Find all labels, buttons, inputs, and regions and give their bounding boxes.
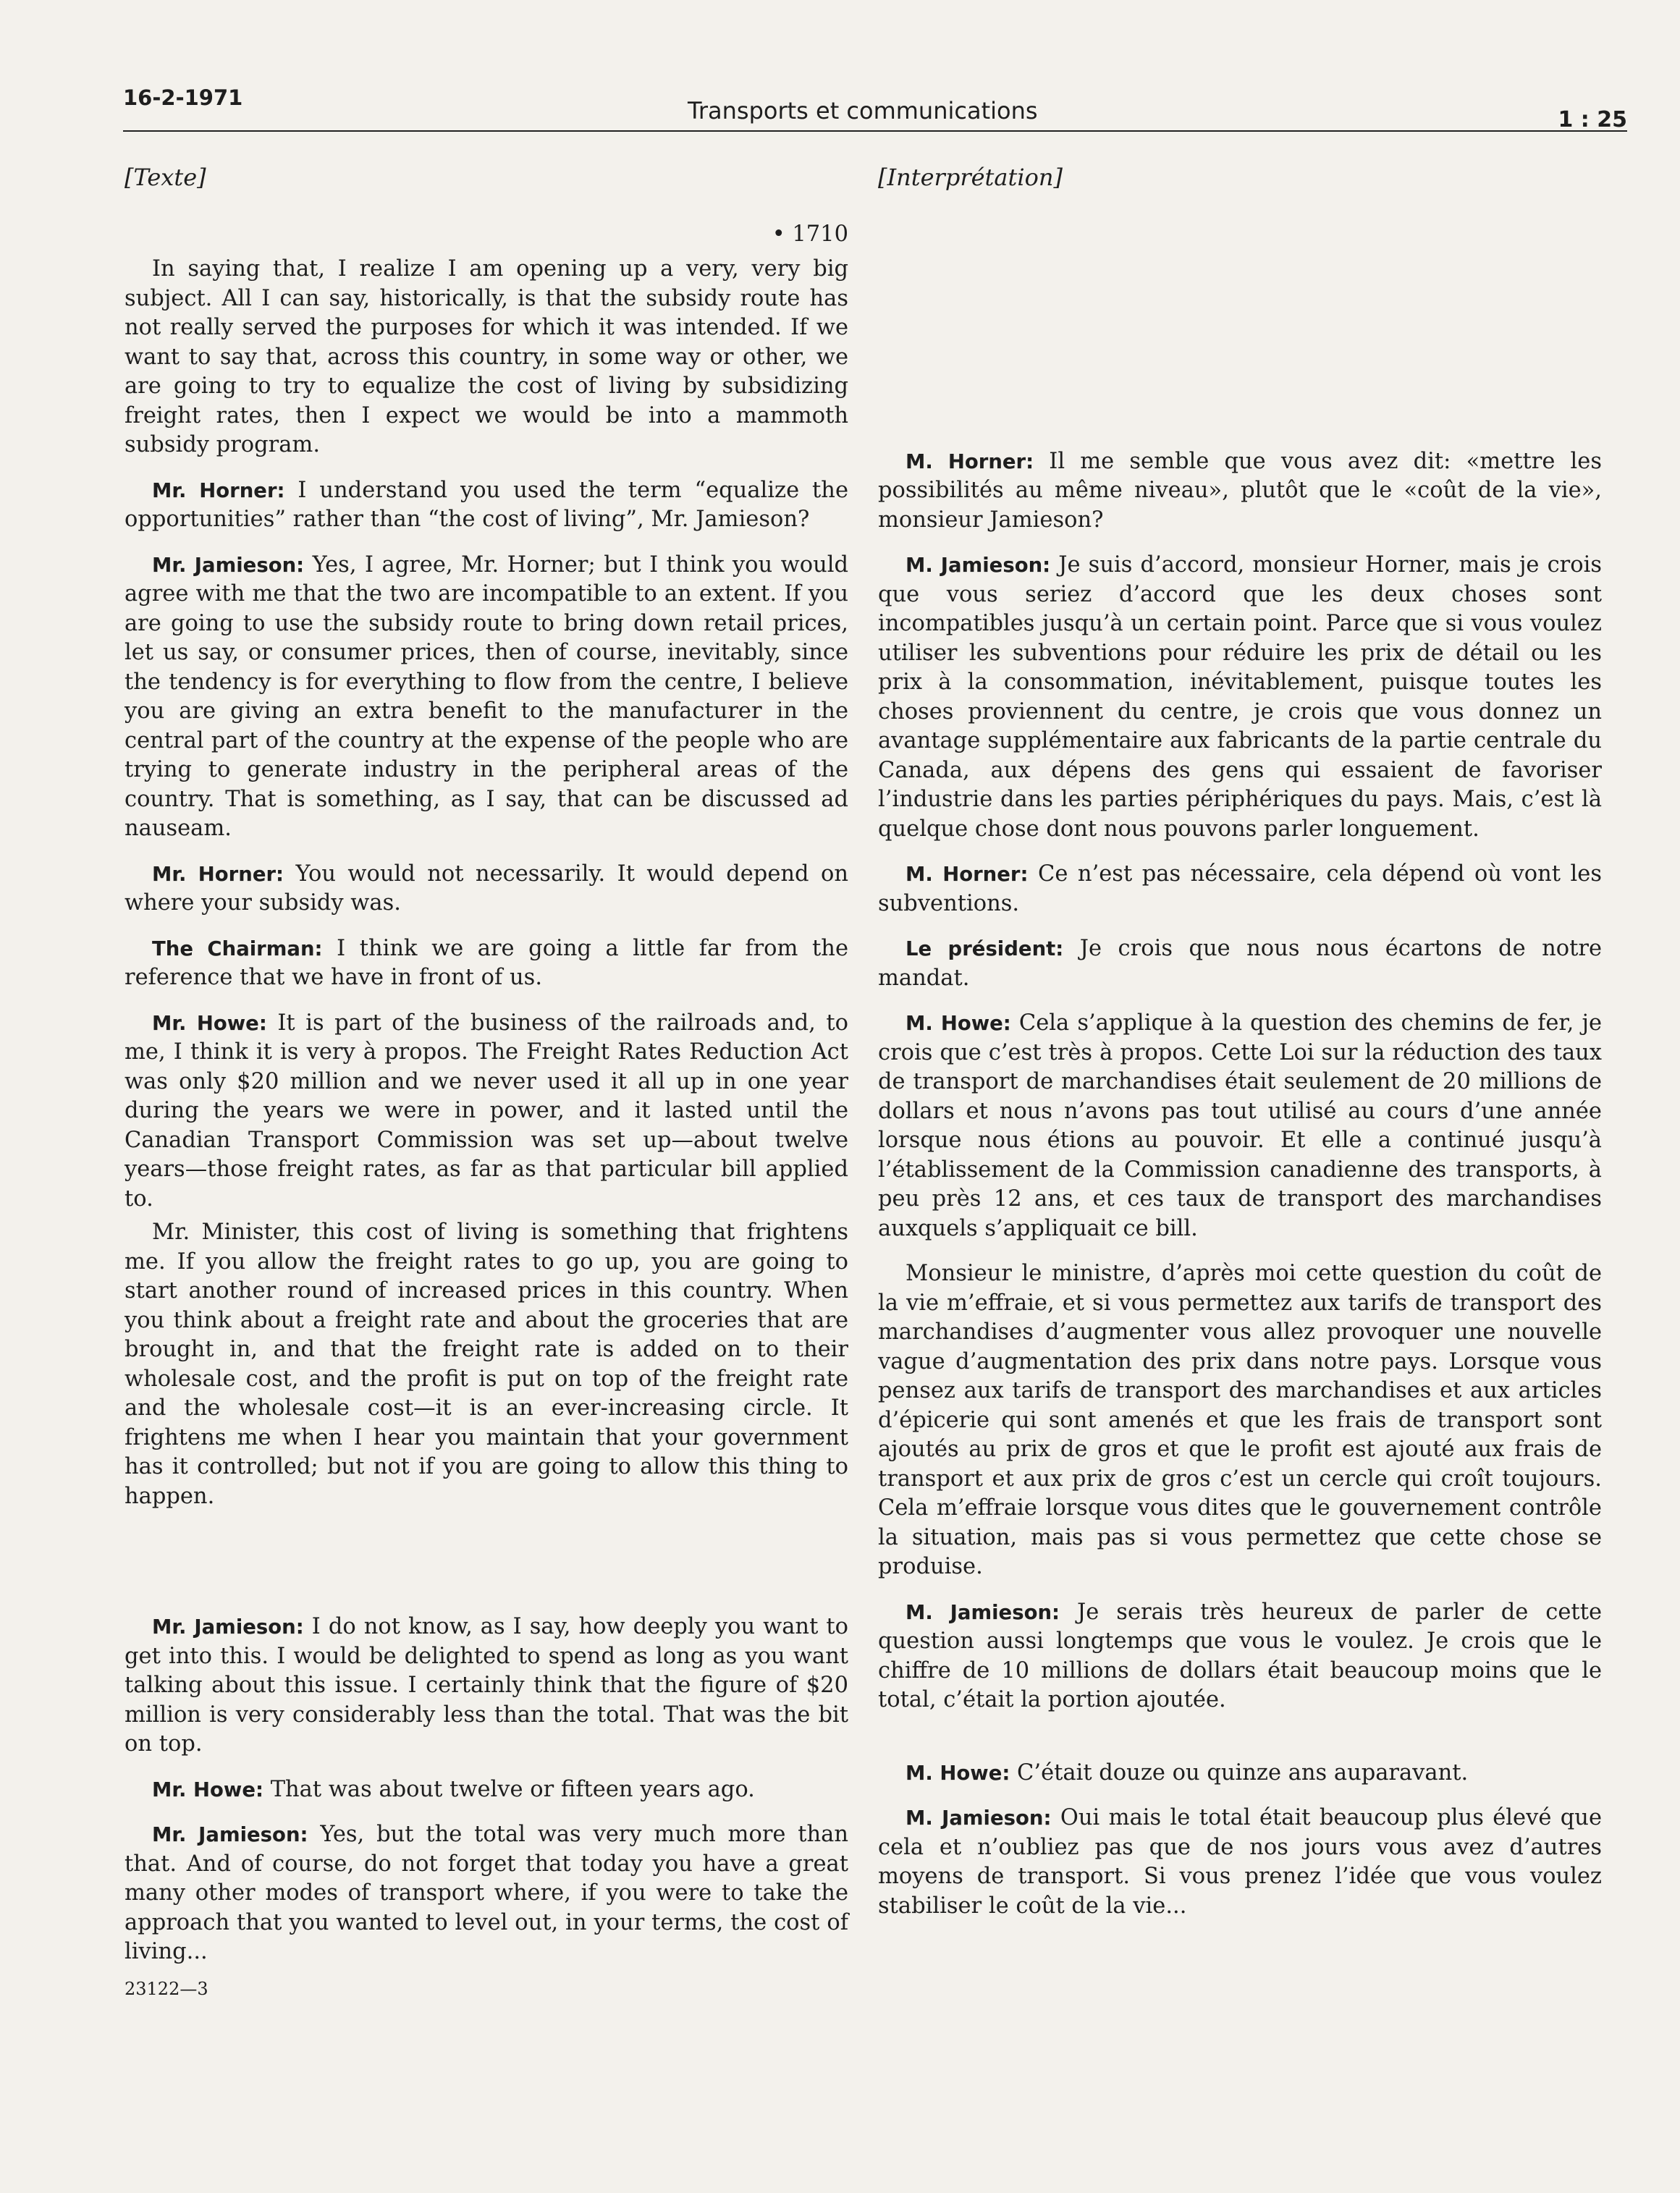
paragraph-text: Ce n’est pas nécessaire, cela dépend où vont les subventions. [878, 861, 1602, 916]
paragraph-text: Oui mais le total était beaucoup plus élevé que cela et n’oubliez pas que de nos jours vous avez d’autres moyens de transport. Si vous prenez l’idée que vous voulez stabiliser le coût de la vie... [878, 1805, 1602, 1919]
column-label-interpretation: [Interprétation] [878, 164, 1063, 191]
speaker-name: Mr. Jamieson: [152, 1823, 308, 1846]
paragraph [124, 1009, 848, 1214]
speaker-name: M. Horner: [906, 863, 1029, 886]
speaker-name: Le président: [906, 937, 1064, 960]
paragraph-text: Je crois que nous nous écartons de notre mandat. [878, 936, 1602, 991]
speaker-name: M. Jamieson: [906, 1807, 1052, 1830]
speaker-name: M. Jamieson: [906, 1600, 1060, 1624]
speaker-name: M. Howe: [906, 1012, 1011, 1035]
paragraph [878, 551, 1602, 844]
page-header [123, 78, 1627, 135]
speaker-name: The Chairman: [152, 937, 323, 960]
paragraph-text: I understand you used the term “equalize the opportunities” rather than “the cost of living”, Mr. Jamieson? [124, 477, 848, 532]
paragraph-text: Cela s’applique à la question des chemins de fer, je crois que c’est très à propos. Cette Loi sur la réduction des taux de transport de marchandises était seulement de 20 millions de dollars et nous n’avons pas tout utilisé au cours d’une année lorsque nous étions au pouvoir. Et elle a continué jusqu’à l’établissement de la Commission canadienne des transports, à peu près 12 ans, et ces taux de transport des marchandises auxquels s’appliquait ce bill. [878, 1010, 1602, 1241]
paragraph-text: I do not know, as I say, how deeply you want to get into this. I would be delighted to spend as long as you want talking about this issue. I certainly think that the figure of $20 million is very considerably less than the total. That was the bit on top. [124, 1614, 848, 1757]
paragraph [878, 1259, 1602, 1582]
paragraph-text: In saying that, I realize I am opening up a very, very big subject. All I can say, historically, is that the subsidy route has not really served the purposes for which it was intended. If we want to say that, across this country, in some way or other, we are going to try to equalize the cost of living by subsidizing freight rates, then I expect we would be into a mammoth subsidy program. [124, 256, 848, 457]
speaker-name: Mr. Horner: [152, 478, 285, 502]
paragraph-text: You would not necessarily. It would depend on where your subsidy was. [124, 861, 848, 916]
speaker-name: Mr. Jamieson: [152, 553, 305, 577]
paragraph-text: I think we are going a little far from the reference that we have in front of us. [124, 935, 848, 990]
header-rule [123, 130, 1627, 132]
speaker-name: Mr. Howe: [152, 1011, 267, 1035]
paragraph-text: Je suis d’accord, monsieur Horner, mais je crois que vous seriez d’accord que les deux choses sont incompatibles jusqu’à un certain point. Parce que si vous voulez utiliser les subventions pour réduire les prix de détail ou les prix à la consommation, inévitablement, puisque toutes les choses proviennent du centre, je crois que vous donnez un avantage supplémentaire aux fabricants de la partie centrale du Canada, aux dépens des gens qui essaient de favoriser l’industrie dans les parties périphériques du pays. Mais, c’est là quelque chose dont nous pouvons parler longuement. [878, 552, 1603, 842]
speaker-name: M. Horner: [906, 449, 1034, 473]
speaker-name: M. Jamieson: [906, 554, 1051, 577]
speaker-name: Mr. Horner: [152, 862, 284, 886]
paragraph [878, 860, 1602, 918]
paragraph-text: Yes, but the total was very much more than that. And of course, do not forget that today you have a great many other modes of transport where, if you were to take the approach that you wanted to level out, in your terms, the cost of living... [124, 1822, 849, 1964]
paragraph [878, 1759, 1602, 1788]
paragraph-text: Il me semble que vous avez dit: «mettre les possibilités au même niveau», plutôt que le «coût de la vie», monsieur Jamieson? [878, 448, 1602, 533]
paragraph [878, 1804, 1602, 1921]
french-column [878, 163, 1602, 1937]
paragraph [124, 1613, 848, 1759]
paragraph [878, 1598, 1602, 1715]
header-page-number: 1 : 25 [1558, 107, 1627, 132]
paragraph [124, 1218, 848, 1511]
paragraph [124, 934, 848, 993]
footer-code: 23122—3 [124, 1978, 208, 1999]
english-column [124, 163, 848, 2003]
paragraph [124, 551, 848, 844]
paragraph [878, 447, 1602, 536]
paragraph-text: Yes, I agree, Mr. Horner; but I think you would agree with me that the two are incompatible to an extent. If you are going to use the subsidy route to bring down retail prices, let us say, or consumer prices, then of course, inevitably, since the tendency is for everything to flow from the centre, I believe you are giving an extra benefit to the manufacturer in the central part of the country at the expense of the people who are trying to generate industry in the peripheral areas of the country. That is something, as I say, that can be discussed ad nauseam. [124, 552, 848, 841]
header-title: Transports et communications [688, 97, 1038, 124]
paragraph [124, 1820, 848, 1967]
speaker-name: Mr. Jamieson: [152, 1615, 304, 1639]
paragraph-text: C’était douze ou quinze ans auparavant. [1010, 1759, 1469, 1786]
speaker-name: Mr. Howe: [152, 1778, 263, 1801]
paragraph-text: That was about twelve or fifteen years ago. [263, 1776, 755, 1802]
paragraph [124, 860, 848, 918]
paragraph-text: Monsieur le ministre, d’après moi cette question du coût de la vie m’effraie, et si vous permettez aux tarifs de transport des marchandises d’augmenter vous allez provoquer une nouvelle vague d’augmentation des prix dans notre pays. Lorsque vous pensez aux tarifs de transport des marchandises et aux articles d’épicerie qui sont amenés et que les frais de transport sont ajoutés au prix de gros et que le profit est ajouté aux frais de transport et aux prix de gros c’est un cercle qui croît toujours. Cela m’effraie lorsque vous dites que le gouvernement contrôle la situation, mais pas si vous permettez que cette chose se produise. [878, 1261, 1602, 1579]
paragraph-text: Mr. Minister, this cost of living is something that frightens me. If you allow the freight rates to go up, you are going to start another round of increased prices in this country. When you think about a freight rate and about the groceries that are brought in, and that the freight rate is added on to their wholesale cost, and the profit is put on top of the freight rate and the wholesale cost—it is an ever-increasing circle. It frightens me when I hear you maintain that your government has it controlled; but not if you are going to allow this thing to happen. [124, 1220, 848, 1509]
header-date: 16-2-1971 [123, 85, 243, 110]
paragraph-text: It is part of the business of the railroads and, to me, I think it is very à propos. The Freight Rates Reduction Act was only $20 million and we never used it all up in one year during the years we were in power, and it lasted until the Canadian Transport Commission was set up—about twelve years—those freight rates, as far as that particular bill applied to. [124, 1010, 848, 1212]
speaker-name: M. Howe: [906, 1761, 1010, 1785]
paragraph [124, 255, 848, 460]
paragraph [124, 1775, 848, 1805]
time-marker: • 1710 [772, 221, 848, 247]
paragraph [878, 1009, 1602, 1243]
column-label-texte: [Texte] [124, 164, 206, 191]
paragraph-text: Je serais très heureux de parler de cette question aussi longtemps que vous le voulez. Je crois que le chiffre de 10 millions de dollars était beaucoup moins que le total, c’était la portion ajoutée. [878, 1599, 1602, 1712]
paragraph [124, 476, 848, 535]
paragraph [878, 934, 1602, 993]
